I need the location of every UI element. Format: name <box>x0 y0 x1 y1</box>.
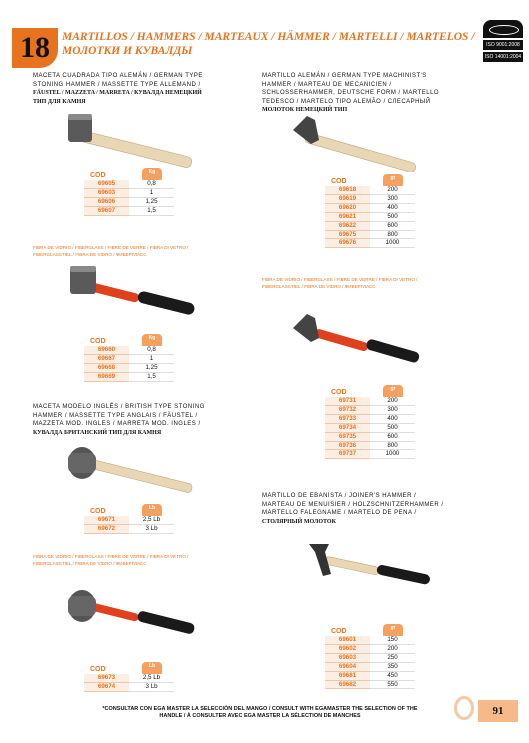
header-title-line1: MARTILLOS / HAMMERS / MARTEAUX / HÄMMER / MARTELLI / MARTELOS / <box>62 31 475 43</box>
product-code: 69675 <box>325 230 370 239</box>
s3-rows <box>84 516 174 534</box>
s3-title-line: КУВАЛДА БРИТАНСКИЙ ТИП ДЛЯ КАМНЯ <box>33 429 162 436</box>
product-code: 69733 <box>325 414 370 423</box>
product-size: 300 <box>370 405 415 414</box>
s5-title-line: SCHLOSSERHAMMER, DEUTSCHE FORM / MARTELLO <box>262 90 440 96</box>
product-code: 69671 <box>84 516 129 524</box>
brand-logo-icon <box>483 20 523 38</box>
s3-title-line: MACETA MODELO INGLÉS / BRITISH TYPE STONING <box>33 404 205 410</box>
product-code: 69669 <box>84 372 129 381</box>
s7-title <box>262 492 444 526</box>
table-row <box>325 450 415 459</box>
s3-title-line: HAMMER / MASSETTE TYPE ANGLAIS / FÄUSTEL / <box>33 412 198 419</box>
table-row <box>325 239 415 248</box>
cod-label: COD <box>331 178 347 185</box>
s7-table <box>325 622 415 689</box>
s1-title-line: STONING HAMMER / MASSETTE TYPE ALLEMAND / <box>33 81 201 88</box>
product-size: 1,25 <box>129 197 174 206</box>
product-size: 400 <box>370 203 415 212</box>
product-size: 500 <box>370 423 415 432</box>
product-code: 69606 <box>84 197 129 206</box>
table-row <box>84 363 174 372</box>
product-size: 2,5 Lb <box>129 516 174 524</box>
product-code: 69682 <box>325 680 370 689</box>
table-row <box>84 346 174 354</box>
product-size: 1,25 <box>129 363 174 372</box>
s4-table <box>84 660 174 692</box>
table-row <box>325 636 415 644</box>
table-row <box>325 662 415 671</box>
stoning-hammer-fiber-image <box>60 262 200 322</box>
egamaster-q-icon <box>454 696 474 720</box>
cod-label: COD <box>90 666 106 673</box>
s5-title-line: MARTILLO ALEMÁN / GERMAN TYPE MACHINIST'S <box>262 73 427 79</box>
table-row <box>84 524 174 533</box>
product-code: 69681 <box>325 671 370 680</box>
product-size: 550 <box>370 680 415 689</box>
table-row <box>325 203 415 212</box>
weight-lb-icon: Lb <box>142 504 162 516</box>
product-size: 800 <box>370 441 415 450</box>
s1-title-line: FÄUSTEL / MAZZETA / MARRETA / КУВАЛДА НЕМЕЦКИЙ <box>33 90 202 96</box>
product-code: 69603 <box>84 188 129 197</box>
cod-label: COD <box>90 338 106 345</box>
product-size: 600 <box>370 221 415 230</box>
product-size: 1000 <box>370 239 415 248</box>
product-size: 500 <box>370 212 415 221</box>
s3-title-line: MAZZETA MOD. INGLES / MARRETA MOD. INGLES / <box>33 421 201 427</box>
product-code: 69602 <box>325 644 370 653</box>
weight-gr-icon: gr <box>383 624 403 636</box>
product-code: 69605 <box>84 180 129 188</box>
table-row <box>84 372 174 381</box>
weight-gr-icon: gr <box>383 385 403 397</box>
s1-rows <box>84 180 174 216</box>
product-size: 0,8 <box>129 346 174 354</box>
iso-badge-1: ISO 9001:2008 <box>483 40 523 50</box>
stoning-hammer-wood-image <box>60 110 200 170</box>
product-size: 350 <box>370 662 415 671</box>
s5-title-line: HAMMER / MARTEAU DE MECANICIEN / <box>262 81 392 88</box>
table-row <box>325 230 415 239</box>
table-row <box>84 206 174 215</box>
product-code: 69737 <box>325 450 370 459</box>
fiber-line: FIBRA DE VIDRIO / FIBERGLASS / FIBRE DE VERRE / FIBRA DI VETRO / <box>33 554 189 559</box>
product-size: 400 <box>370 414 415 423</box>
product-size: 200 <box>370 397 415 405</box>
product-code: 69673 <box>84 674 129 682</box>
table-row <box>325 644 415 653</box>
product-size: 0,8 <box>129 180 174 188</box>
s7-rows <box>325 636 415 689</box>
section-number: 18 <box>12 28 58 68</box>
s1-title-line: MACETA CUADRADA TIPO ALEMÁN / GERMAN TYPE <box>33 73 203 79</box>
product-code: 69736 <box>325 441 370 450</box>
cod-label: COD <box>331 389 347 396</box>
fiber-line: FIBRA DE VIDRIO / FIBERGLASS / FIBRE DE VERRE / FIBRA DI VETRO / <box>33 245 189 250</box>
s2-rows <box>84 346 174 382</box>
product-size: 200 <box>370 644 415 653</box>
product-size: 300 <box>370 194 415 203</box>
s4-rows <box>84 674 174 692</box>
product-code: 69734 <box>325 423 370 432</box>
cod-label: COD <box>90 172 106 179</box>
table-row <box>325 653 415 662</box>
product-code: 69667 <box>84 354 129 363</box>
table-row <box>325 441 415 450</box>
weight-gr-icon: gr <box>383 174 403 186</box>
product-code: 69603 <box>325 653 370 662</box>
product-size: 1000 <box>370 450 415 459</box>
table-row <box>84 682 174 691</box>
s2-table <box>84 332 174 382</box>
table-row <box>325 423 415 432</box>
table-row <box>325 397 415 405</box>
table-row <box>325 432 415 441</box>
product-code: 69674 <box>84 682 129 691</box>
product-code: 69622 <box>325 221 370 230</box>
table-row <box>84 197 174 206</box>
s5-title-line: TEDESCO / MARTELO TIPO ALEMÃO / СЛЕСАРНЫЙ <box>262 98 431 105</box>
s7-title-line: MARTELLO FALEGNAME / MARTELO DE PENA / <box>262 510 417 516</box>
product-code: 69607 <box>84 206 129 215</box>
s1-title <box>33 72 203 106</box>
product-size: 2,5 Lb <box>129 674 174 682</box>
weight-kg-icon: Kg <box>142 334 162 346</box>
table-row <box>325 212 415 221</box>
table-row <box>325 671 415 680</box>
cod-label: COD <box>331 628 347 635</box>
product-code: 69731 <box>325 397 370 405</box>
product-size: 1,5 <box>129 372 174 381</box>
fiber-line: FIBERGLASSTIEL / FIBRA DE VIDRO / ФИБЕРГЛАСС <box>33 252 147 257</box>
s5-rows <box>325 186 415 248</box>
product-size: 1 <box>129 354 174 363</box>
table-row <box>84 188 174 197</box>
s3-title <box>33 403 205 437</box>
weight-kg-icon: Kg <box>142 168 162 180</box>
page-number: 91 <box>478 700 518 722</box>
s5-table <box>325 172 415 248</box>
table-row <box>325 414 415 423</box>
iso-badge-2: ISO 14001:2004 <box>484 54 522 60</box>
table-row <box>84 354 174 363</box>
product-code: 69601 <box>325 636 370 644</box>
s5-title <box>262 72 439 115</box>
machinist-hammer-fiber-image <box>285 310 425 370</box>
s2-fiber-note <box>33 244 188 258</box>
s6-rows <box>325 397 415 459</box>
s1-title-line: ТИП ДЛЯ КАМНЯ <box>33 98 86 105</box>
product-code: 69660 <box>84 346 129 354</box>
product-size: 1,5 <box>129 206 174 215</box>
footer-line: HANDLE / À CONSULTER AVEC EGA MASTER LA SÉLECTION DE MANCHES <box>159 713 361 719</box>
brand-logos <box>483 20 523 62</box>
product-code: 69621 <box>325 212 370 221</box>
product-size: 150 <box>370 636 415 644</box>
table-row <box>325 186 415 194</box>
fiber-line: FIBERGLASSTIEL / FIBRA DE VIDRO / ФИБЕРГЛАСС <box>33 561 147 566</box>
table-row <box>84 516 174 524</box>
table-row <box>325 405 415 414</box>
product-code: 69676 <box>325 239 370 248</box>
s7-title-line: MARTILLO DE EBANISTA / JOINER'S HAMMER / <box>262 493 417 499</box>
product-size: 800 <box>370 230 415 239</box>
product-size: 250 <box>370 653 415 662</box>
product-size: 600 <box>370 432 415 441</box>
footer-note <box>70 706 450 720</box>
product-code: 69620 <box>325 203 370 212</box>
product-size: 450 <box>370 671 415 680</box>
machinist-hammer-wood-image <box>285 112 425 172</box>
s7-title-line: СТОЛЯРНЫЙ МОЛОТОК <box>262 518 336 525</box>
fiber-line: FIBRA DE VIDRIO / FIBERGLASS / FIBRE DE VERRE / FIBRA DI VETRO / <box>262 277 418 282</box>
product-size: 200 <box>370 186 415 194</box>
product-size: 3 Lb <box>129 682 174 691</box>
s3-table <box>84 502 174 534</box>
product-code: 69735 <box>325 432 370 441</box>
product-code: 69672 <box>84 524 129 533</box>
s4-fiber-note <box>33 553 188 567</box>
table-row <box>84 674 174 682</box>
product-code: 69618 <box>325 186 370 194</box>
s7-title-line: MARTEAU DE MENUISIER / HOLZSCHNITZERHAMMER / <box>262 501 444 508</box>
weight-lb-icon: Lb <box>142 662 162 674</box>
product-code: 69604 <box>325 662 370 671</box>
product-code: 69668 <box>84 363 129 372</box>
product-code: 69732 <box>325 405 370 414</box>
table-row <box>325 221 415 230</box>
table-row <box>325 680 415 689</box>
product-size: 1 <box>129 188 174 197</box>
british-hammer-fiber-image <box>60 588 200 648</box>
british-hammer-wood-image <box>60 445 200 505</box>
table-row <box>325 194 415 203</box>
fiber-line: FIBERGLASSTIEL / FIBRA DE VIDRO / ФИБЕРГЛАСС <box>262 284 376 289</box>
footer-line: *CONSULTAR CON EGA MASTER LA SELECCIÓN DEL MANGO / CONSULT WITH EGAMASTER THE SELECTION OF THE <box>102 706 418 712</box>
product-code: 69619 <box>325 194 370 203</box>
cod-label: COD <box>90 508 106 515</box>
header-title-line2: МОЛОТКИ И КУВАЛДЫ <box>62 45 193 57</box>
s6-table <box>325 383 415 459</box>
table-row <box>84 180 174 188</box>
s5-title-line: МОЛОТОК НЕМЕЦКИЙ ТИП <box>262 107 348 113</box>
s1-table <box>84 166 174 216</box>
s6-fiber-note <box>262 276 417 290</box>
product-size: 3 Lb <box>129 524 174 533</box>
joiner-hammer-image <box>295 540 435 600</box>
